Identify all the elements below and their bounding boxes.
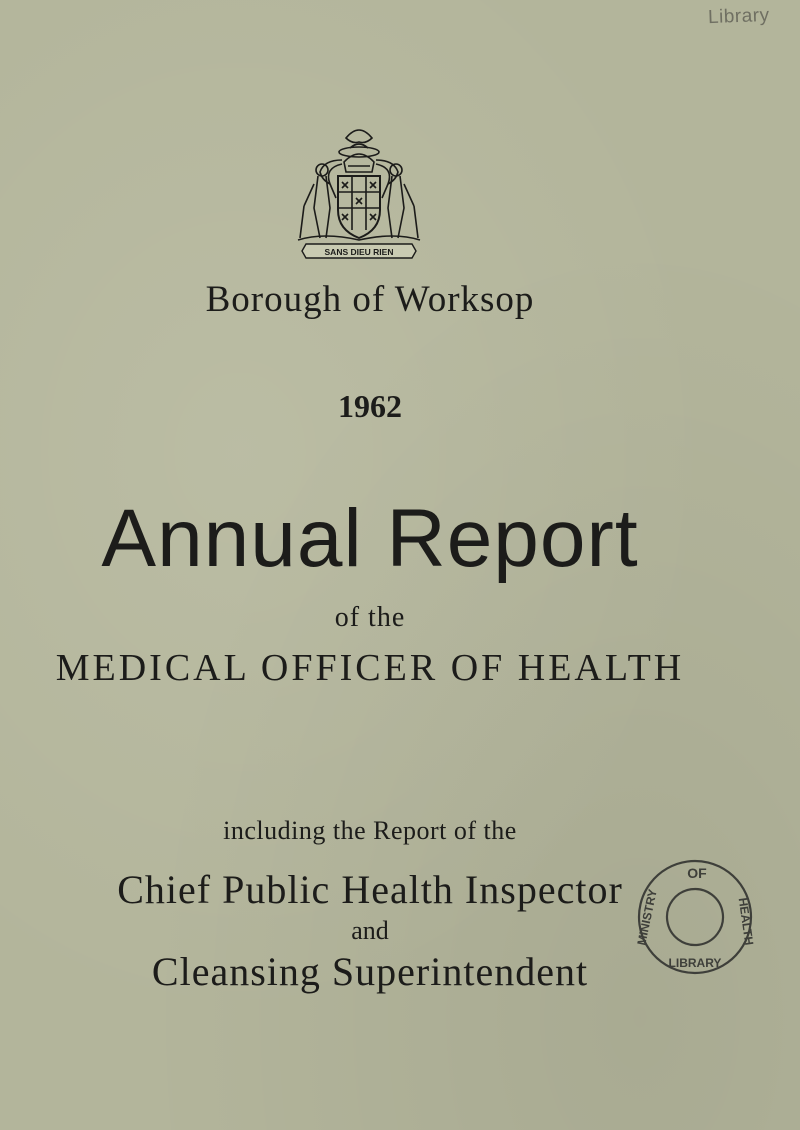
report-year: 1962 — [338, 388, 402, 424]
crest-motto: SANS DIEU RIEN — [324, 247, 394, 257]
including-text: including the Report of the — [223, 816, 517, 845]
stamp-bottom-text: LIBRARY — [668, 956, 722, 970]
and-text: and — [351, 916, 389, 945]
stamp-right-text: HEALTH — [735, 896, 756, 947]
stamp-top-text: OF — [687, 865, 707, 881]
superintendent-title: Cleansing Superintendent — [151, 949, 589, 994]
stamp-left-text: MINISTRY — [634, 887, 660, 947]
borough-coat-of-arms — [284, 118, 434, 268]
inspector-title: Chief Public Health Inspector — [117, 867, 623, 912]
ministry-library-stamp — [634, 856, 756, 978]
officer-title: MEDICAL OFFICER OF HEALTH — [55, 647, 685, 689]
library-corner-stamp: Library — [707, 4, 770, 29]
borough-name: Borough of Worksop — [205, 279, 535, 320]
of-the-text: of the — [334, 602, 406, 633]
report-title: Annual Report — [101, 493, 639, 584]
